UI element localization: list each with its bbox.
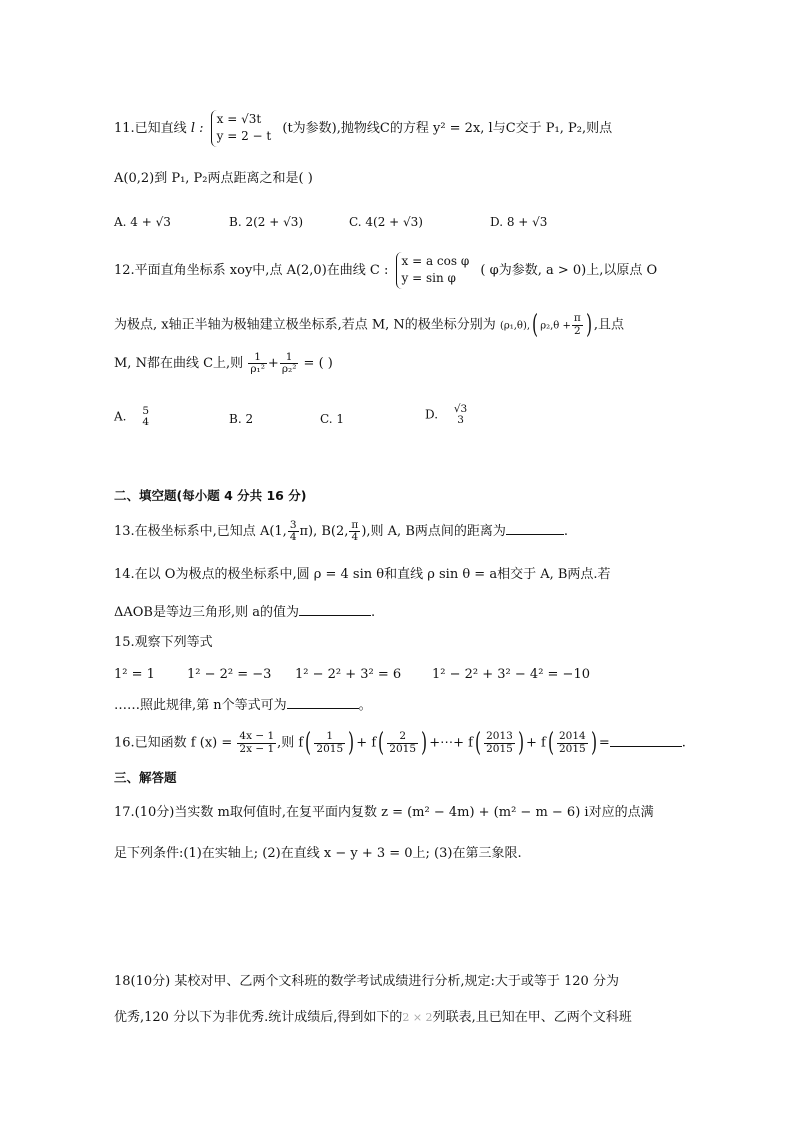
q13-line — [114, 520, 568, 543]
q16-answer-blank — [610, 736, 682, 747]
q12-opt-d-num: √3 — [453, 403, 468, 415]
q12-option-c: C. 1 — [320, 412, 345, 426]
q16-term4-den: 2015 — [558, 742, 586, 755]
q12-text-after: ( φ为参数, a > 0)上,以原点 O — [480, 262, 658, 278]
section2-heading: 二、填空题(每小题 4 分共 16 分) — [114, 488, 307, 503]
q16-term3-den: 2015 — [486, 742, 513, 755]
q13-text-b: π), B(2, — [299, 524, 349, 540]
q14-answer-blank — [299, 605, 371, 616]
q13-f2-num: π — [351, 519, 359, 531]
q15-eq3: 1² − 2² + 3² = 6 — [295, 667, 402, 682]
q16-fx-num: 4x − 1 — [239, 730, 275, 743]
q15-eq2: 1² − 2² = −3 — [187, 667, 272, 682]
q14-line2-text: ΔAOB是等边三角形,则 a的值为 — [114, 605, 300, 620]
q11-option-d: D. 8 + √3 — [490, 215, 548, 229]
q11-l-label: l : — [190, 120, 204, 136]
q15-eq1: 1² = 1 — [114, 667, 155, 682]
q16-term2-num: 2 — [387, 731, 418, 743]
q15-line3-text: ……照此规律,第 n个等式可为 — [114, 698, 287, 713]
q15-answer-blank — [287, 698, 359, 709]
q12-coord2-num: π — [573, 312, 581, 325]
q15-eq4: 1² − 2² + 3² − 4² = −10 — [432, 667, 590, 682]
q12-frac1-den: ρ₁² — [250, 363, 265, 376]
section3-heading: 三、解答题 — [114, 770, 177, 785]
q12-sys-eq2: y = sin φ — [401, 271, 456, 286]
q13-f1-den: 4 — [289, 531, 297, 544]
q13-text-d: . — [563, 524, 569, 540]
q17-line2: 足下列条件:(1)在实轴上; (2)在直线 x − y + 3 = 0上; (3)在第三象限. — [114, 846, 522, 861]
q16-term1-num: 1 — [314, 731, 345, 743]
q12-frac2-num: 1 — [280, 352, 299, 364]
q11-option-b: B. 2(2 + √3) — [229, 215, 304, 229]
q16-term3-num: 2013 — [486, 730, 513, 743]
q12-line3: M, N都在曲线 C上,则 $\frac{1}{\text{ρ₁²}}$ + $\frac{1}{\text{ρ₂²}}$ = ( ) — [114, 351, 333, 376]
q13-f1-num: 3 — [289, 519, 297, 531]
q12-line3-text: M, N都在曲线 C上,则 — [114, 356, 244, 372]
q12-option-d — [425, 404, 470, 426]
q12-prefix: 12.平面直角坐标系 xoy中,点 A(2,0)在曲线 C : — [114, 262, 389, 278]
q16-line: 16.已知函数 f (x) = $\frac{4x - 1}{2x - 1}$ ,则 f( $\frac{1}{2015}$ ) + f( $\frac{2}{2015}$ ) +⋯+ f( $\frac{2013}{2015}$ ) + f( $\frac{2014}{2015}$ ) = . — [114, 728, 686, 758]
q12-opt-a-num: 5 — [142, 405, 149, 417]
q15-line3-end: 。 — [358, 698, 372, 713]
q12-frac2-den: ρ₂² — [281, 363, 297, 376]
q11-line1 — [114, 110, 612, 147]
q12-coord2-den: 2 — [573, 324, 581, 337]
q12-frac1-num: 1 — [248, 352, 267, 364]
q16-text-a: 16.已知函数 f (x) = — [114, 735, 233, 751]
q16-term4-num: 2014 — [558, 730, 586, 743]
q12-option-a — [114, 406, 152, 428]
q13-answer-blank — [506, 524, 564, 535]
q16-plus1: + f — [356, 735, 377, 751]
q11-param-system — [211, 110, 276, 147]
q11-sys-eq1: x = √3t — [216, 112, 262, 126]
q14-line2 — [114, 605, 375, 619]
q18-line2 — [114, 1011, 632, 1024]
q12-line2: 为极点, x轴正半轴为极轴建立极坐标系,若点 M, N的极坐标分别为 (ρ₁,θ),( ρ₂,θ + $\frac{\pi}{2}$ ) ,且点 — [114, 310, 625, 340]
q11-option-c: C. 4(2 + √3) — [349, 215, 423, 229]
q16-dots: +⋯+ f — [429, 735, 473, 751]
q12-coord1: (ρ₁,θ), — [499, 320, 531, 332]
q11-prefix: 11.已知直线 — [114, 120, 187, 136]
q14-line2-end: . — [371, 605, 376, 620]
q11-text-after: (t为参数),抛物线C的方程 y² = 2x, l与C交于 P₁, P₂,则点 — [282, 120, 613, 136]
q12-line1 — [114, 252, 657, 289]
q12-param-system — [396, 252, 474, 289]
q16-fx-den: 2x − 1 — [239, 742, 275, 755]
q11-sys-eq2: y = 2 − t — [216, 129, 272, 144]
q12-line2-end: ,且点 — [593, 317, 625, 333]
q12-option-d-label: D. — [425, 407, 439, 422]
q16-term2-den: 2015 — [389, 742, 417, 755]
q18-line2-text: 优秀,120 分以下为非优秀.统计成绩后,得到如下的 — [114, 1010, 403, 1025]
q18-table-size: 2 × 2 — [402, 1011, 433, 1024]
q15-line1: 15.观察下列等式 — [114, 635, 213, 650]
q12-line2-text: 为极点, x轴正半轴为极轴建立极坐标系,若点 M, N的极坐标分别为 — [114, 317, 496, 333]
q18-line2-end: 列联表,且已知在甲、乙两个文科班 — [432, 1010, 632, 1025]
q13-text-c: ),则 A, B两点间的距离为 — [361, 524, 506, 540]
q12-line3-end: = ( ) — [303, 356, 333, 372]
q11-line2: A(0,2)到 P₁, P₂两点距离之和是( ) — [114, 171, 313, 186]
q13-text-a: 13.在极坐标系中,已知点 A(1, — [114, 524, 287, 540]
q12-opt-d-den: 3 — [457, 414, 464, 427]
q16-equals: = — [598, 735, 610, 751]
q18-line1: 18(10分) 某校对甲、乙两个文科班的数学考试成绩进行分析,规定:大于或等于 120 分为 — [114, 974, 619, 989]
q11-option-a: A. 4 + √3 — [114, 215, 171, 229]
q15-line3 — [114, 698, 372, 712]
q12-option-a-label: A. — [114, 409, 127, 424]
q12-option-b: B. 2 — [229, 412, 254, 426]
q12-opt-a-den: 4 — [142, 416, 149, 429]
q17-line1: 17.(10分)当实数 m取何值时,在复平面内复数 z = (m² − 4m) + (m² − m − 6) i对应的点满 — [114, 805, 654, 820]
q14-line1: 14.在以 O为极点的极坐标系中,圆 ρ = 4 sin θ和直线 ρ sin θ = a相交于 A, B两点.若 — [114, 567, 611, 582]
q16-term1-den: 2015 — [316, 742, 344, 755]
q16-plus2: + f — [525, 735, 546, 751]
q13-f2-den: 4 — [351, 531, 359, 544]
q12-coord2: ρ₂,θ + — [540, 320, 571, 332]
q12-sys-eq1: x = a cos φ — [401, 254, 470, 268]
q16-text-b: ,则 f — [277, 735, 304, 751]
